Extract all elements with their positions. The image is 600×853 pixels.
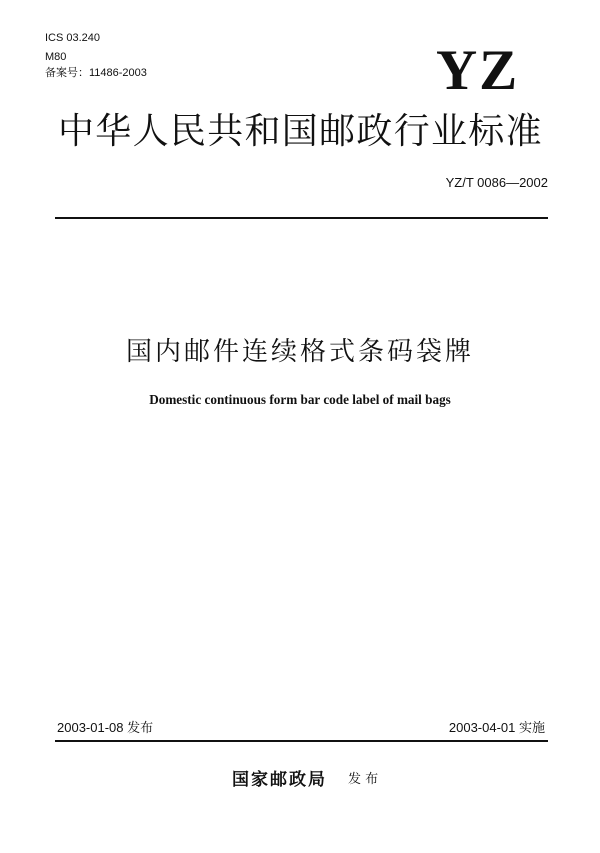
issue-date: 2003-01-08 发布 [57, 720, 154, 735]
record-number: 备案号：11486-2003 [45, 67, 147, 79]
implementation-date: 2003-04-01 实施 [448, 720, 545, 735]
bottom-divider [55, 740, 548, 742]
top-divider [55, 217, 548, 219]
document-title-chinese: 国内邮件连续格式条码袋牌 [125, 337, 474, 367]
document-title-english: Domestic continuous form bar code label of mail bags [149, 392, 451, 407]
yz-logo: YZ [436, 39, 520, 102]
classification-code: M80 [45, 51, 67, 63]
standard-number: YZ/T 0086—2002 [445, 175, 548, 190]
standard-category-title: 中华人民共和国邮政行业标准 [58, 111, 543, 152]
publisher-name: 国家邮政局 [232, 770, 327, 790]
ics-code: ICS 03.240 [45, 32, 101, 44]
publisher-action: 发 布 [348, 772, 379, 787]
